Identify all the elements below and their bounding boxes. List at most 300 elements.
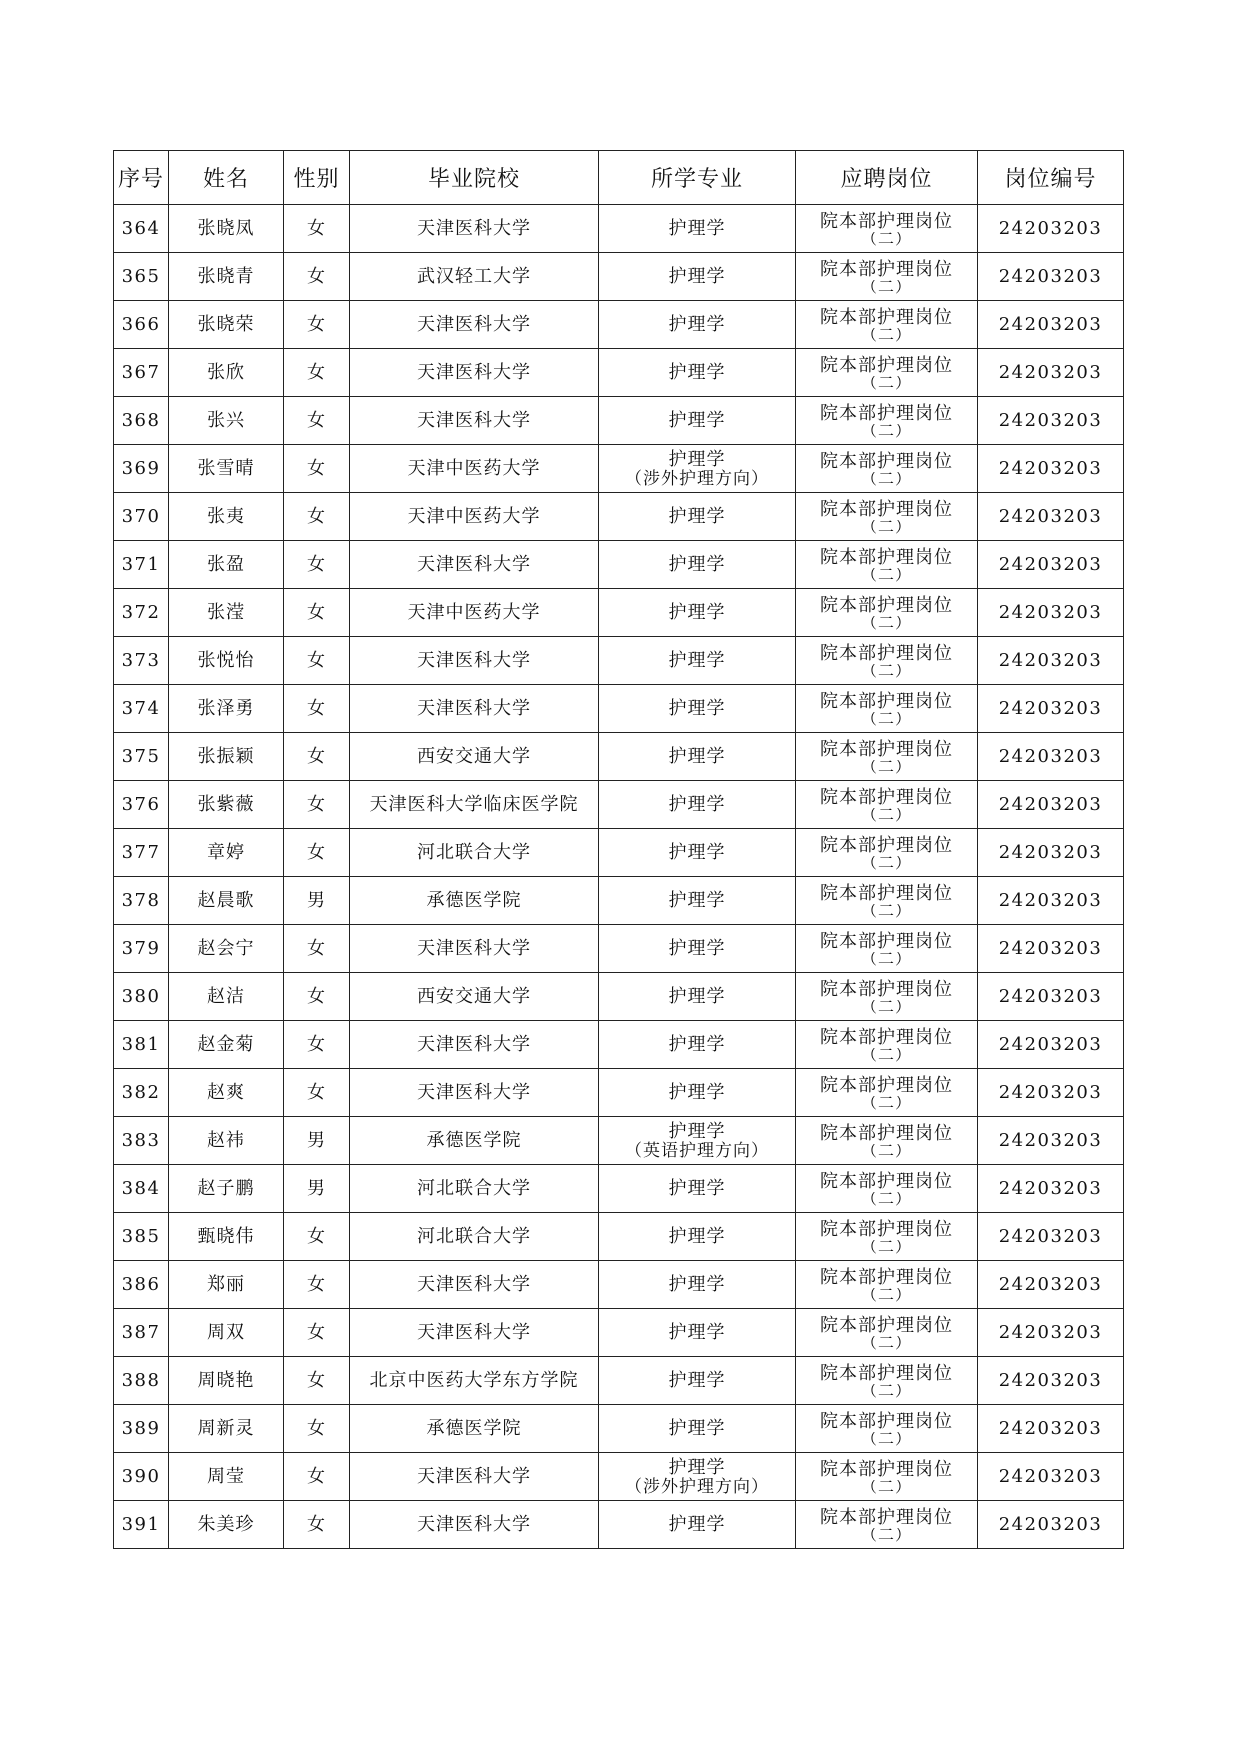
name-cell: 赵金菊 xyxy=(169,1021,284,1069)
name-cell: 赵会宁 xyxy=(169,925,284,973)
position-text: 院本部护理岗位 xyxy=(820,739,953,760)
major-text: 护理学 xyxy=(668,1034,726,1055)
serial-no-cell: 385 xyxy=(114,1213,169,1261)
gender-cell: 女 xyxy=(284,1501,350,1549)
name-cell: 张紫薇 xyxy=(169,781,284,829)
school-cell: 天津医科大学 xyxy=(350,1021,599,1069)
table-row xyxy=(114,781,1124,829)
name-cell: 张晓荣 xyxy=(169,301,284,349)
school-cell: 承德医学院 xyxy=(350,1405,599,1453)
major-cell xyxy=(599,685,796,733)
position-cell xyxy=(796,1021,978,1069)
major-cell xyxy=(599,1213,796,1261)
serial-no-cell: 366 xyxy=(114,301,169,349)
position-code-cell: 24203203 xyxy=(978,1405,1124,1453)
serial-no-cell: 376 xyxy=(114,781,169,829)
major-note-text: （英语护理方向） xyxy=(625,1140,769,1161)
serial-no-cell: 375 xyxy=(114,733,169,781)
position-code-cell: 24203203 xyxy=(978,349,1124,397)
table-row xyxy=(114,925,1124,973)
position-cell xyxy=(796,1309,978,1357)
school-cell: 天津医科大学 xyxy=(350,925,599,973)
name-cell: 张滢 xyxy=(169,589,284,637)
position-cell xyxy=(796,1453,978,1501)
serial-no-cell: 370 xyxy=(114,493,169,541)
serial-no-cell: 368 xyxy=(114,397,169,445)
position-cell xyxy=(796,1405,978,1453)
position-note-text: （二） xyxy=(860,1096,912,1110)
applicant-list-sheet xyxy=(113,150,1123,1549)
position-code-cell: 24203203 xyxy=(978,973,1124,1021)
table-row xyxy=(114,1261,1124,1309)
school-cell: 承德医学院 xyxy=(350,1117,599,1165)
serial-no-cell: 371 xyxy=(114,541,169,589)
position-note-text: （二） xyxy=(860,1144,912,1158)
major-text: 护理学 xyxy=(668,448,726,470)
header-major: 所学专业 xyxy=(599,151,796,205)
gender-cell: 女 xyxy=(284,1309,350,1357)
major-cell xyxy=(599,301,796,349)
header-position: 应聘岗位 xyxy=(796,151,978,205)
school-cell: 北京中医药大学东方学院 xyxy=(350,1357,599,1405)
position-cell xyxy=(796,1213,978,1261)
major-text: 护理学 xyxy=(668,1120,726,1142)
school-cell: 天津医科大学 xyxy=(350,1069,599,1117)
major-text: 护理学 xyxy=(668,602,726,623)
name-cell: 赵爽 xyxy=(169,1069,284,1117)
position-text: 院本部护理岗位 xyxy=(820,499,953,520)
major-text: 护理学 xyxy=(668,506,726,527)
position-note-text: （二） xyxy=(860,1048,912,1062)
position-cell xyxy=(796,349,978,397)
major-cell xyxy=(599,253,796,301)
name-cell: 章婷 xyxy=(169,829,284,877)
serial-no-cell: 369 xyxy=(114,445,169,493)
major-text: 护理学 xyxy=(668,266,726,287)
major-text: 护理学 xyxy=(668,890,726,911)
serial-no-cell: 364 xyxy=(114,205,169,253)
position-text: 院本部护理岗位 xyxy=(820,307,953,328)
table-row xyxy=(114,205,1124,253)
position-cell xyxy=(796,973,978,1021)
gender-cell: 女 xyxy=(284,1405,350,1453)
gender-cell: 女 xyxy=(284,733,350,781)
name-cell: 赵洁 xyxy=(169,973,284,1021)
gender-cell: 女 xyxy=(284,445,350,493)
position-note-text: （二） xyxy=(860,1384,912,1398)
position-text: 院本部护理岗位 xyxy=(820,1363,953,1384)
position-cell xyxy=(796,1165,978,1213)
gender-cell: 男 xyxy=(284,877,350,925)
major-note-text: （涉外护理方向） xyxy=(625,1476,769,1497)
major-text: 护理学 xyxy=(668,1514,726,1535)
position-code-cell: 24203203 xyxy=(978,541,1124,589)
table-row xyxy=(114,1213,1124,1261)
position-code-cell: 24203203 xyxy=(978,301,1124,349)
major-cell xyxy=(599,1405,796,1453)
position-cell xyxy=(796,1069,978,1117)
gender-cell: 女 xyxy=(284,1069,350,1117)
name-cell: 赵子鹏 xyxy=(169,1165,284,1213)
major-text: 护理学 xyxy=(668,1082,726,1103)
header-gender: 性别 xyxy=(284,151,350,205)
major-text: 护理学 xyxy=(668,698,726,719)
name-cell: 赵祎 xyxy=(169,1117,284,1165)
table-header xyxy=(114,151,1124,205)
position-code-cell: 24203203 xyxy=(978,781,1124,829)
position-note-text: （二） xyxy=(860,568,912,582)
major-cell xyxy=(599,1453,796,1501)
major-cell xyxy=(599,1501,796,1549)
position-cell xyxy=(796,1117,978,1165)
major-cell xyxy=(599,1165,796,1213)
gender-cell: 女 xyxy=(284,973,350,1021)
position-text: 院本部护理岗位 xyxy=(820,1315,953,1336)
school-cell: 河北联合大学 xyxy=(350,1213,599,1261)
serial-no-cell: 374 xyxy=(114,685,169,733)
position-code-cell: 24203203 xyxy=(978,1453,1124,1501)
major-cell xyxy=(599,829,796,877)
position-text: 院本部护理岗位 xyxy=(820,451,953,472)
position-text: 院本部护理岗位 xyxy=(820,835,953,856)
name-cell: 张兴 xyxy=(169,397,284,445)
position-note-text: （二） xyxy=(860,520,912,534)
school-cell: 天津医科大学 xyxy=(350,1309,599,1357)
position-text: 院本部护理岗位 xyxy=(820,211,953,232)
major-cell xyxy=(599,781,796,829)
table-row xyxy=(114,493,1124,541)
header-row xyxy=(114,151,1124,205)
name-cell: 赵晨歌 xyxy=(169,877,284,925)
position-cell xyxy=(796,877,978,925)
major-text: 护理学 xyxy=(668,842,726,863)
position-note-text: （二） xyxy=(860,856,912,870)
position-cell xyxy=(796,493,978,541)
position-cell xyxy=(796,541,978,589)
major-text: 护理学 xyxy=(668,986,726,1007)
position-text: 院本部护理岗位 xyxy=(820,403,953,424)
gender-cell: 女 xyxy=(284,637,350,685)
school-cell: 天津医科大学临床医学院 xyxy=(350,781,599,829)
gender-cell: 女 xyxy=(284,493,350,541)
table-row xyxy=(114,1309,1124,1357)
name-cell: 张欣 xyxy=(169,349,284,397)
name-cell: 张晓青 xyxy=(169,253,284,301)
position-note-text: （二） xyxy=(860,760,912,774)
major-text: 护理学 xyxy=(668,1178,726,1199)
table-row xyxy=(114,1453,1124,1501)
position-text: 院本部护理岗位 xyxy=(820,691,953,712)
position-note-text: （二） xyxy=(860,424,912,438)
position-text: 院本部护理岗位 xyxy=(820,1123,953,1144)
school-cell: 天津中医药大学 xyxy=(350,445,599,493)
position-code-cell: 24203203 xyxy=(978,1309,1124,1357)
position-text: 院本部护理岗位 xyxy=(820,1171,953,1192)
table-row xyxy=(114,637,1124,685)
serial-no-cell: 365 xyxy=(114,253,169,301)
name-cell: 张悦怡 xyxy=(169,637,284,685)
table-row xyxy=(114,877,1124,925)
major-text: 护理学 xyxy=(668,794,726,815)
school-cell: 天津医科大学 xyxy=(350,541,599,589)
header-school: 毕业院校 xyxy=(350,151,599,205)
applicant-table xyxy=(113,150,1124,1549)
major-cell xyxy=(599,925,796,973)
position-code-cell: 24203203 xyxy=(978,1165,1124,1213)
serial-no-cell: 381 xyxy=(114,1021,169,1069)
name-cell: 周莹 xyxy=(169,1453,284,1501)
major-cell xyxy=(599,1309,796,1357)
position-cell xyxy=(796,205,978,253)
position-text: 院本部护理岗位 xyxy=(820,259,953,280)
major-text: 护理学 xyxy=(668,410,726,431)
serial-no-cell: 388 xyxy=(114,1357,169,1405)
position-note-text: （二） xyxy=(860,280,912,294)
school-cell: 天津医科大学 xyxy=(350,205,599,253)
table-row xyxy=(114,1021,1124,1069)
header-position-code: 岗位编号 xyxy=(978,151,1124,205)
position-note-text: （二） xyxy=(860,664,912,678)
table-row xyxy=(114,397,1124,445)
serial-no-cell: 372 xyxy=(114,589,169,637)
table-row xyxy=(114,349,1124,397)
major-cell xyxy=(599,349,796,397)
position-code-cell: 24203203 xyxy=(978,493,1124,541)
position-note-text: （二） xyxy=(860,472,912,486)
position-cell xyxy=(796,637,978,685)
position-code-cell: 24203203 xyxy=(978,1021,1124,1069)
position-cell xyxy=(796,1357,978,1405)
table-row xyxy=(114,541,1124,589)
name-cell: 周双 xyxy=(169,1309,284,1357)
major-cell xyxy=(599,1261,796,1309)
position-cell xyxy=(796,781,978,829)
serial-no-cell: 389 xyxy=(114,1405,169,1453)
gender-cell: 女 xyxy=(284,589,350,637)
position-cell xyxy=(796,301,978,349)
position-text: 院本部护理岗位 xyxy=(820,1027,953,1048)
position-code-cell: 24203203 xyxy=(978,1357,1124,1405)
major-cell xyxy=(599,877,796,925)
major-text: 护理学 xyxy=(668,938,726,959)
major-text: 护理学 xyxy=(668,1456,726,1478)
name-cell: 甄晓伟 xyxy=(169,1213,284,1261)
position-cell xyxy=(796,445,978,493)
major-text: 护理学 xyxy=(668,1370,726,1391)
position-cell xyxy=(796,1261,978,1309)
gender-cell: 女 xyxy=(284,829,350,877)
major-cell xyxy=(599,1021,796,1069)
gender-cell: 女 xyxy=(284,205,350,253)
position-cell xyxy=(796,1501,978,1549)
position-code-cell: 24203203 xyxy=(978,445,1124,493)
major-cell xyxy=(599,637,796,685)
name-cell: 周新灵 xyxy=(169,1405,284,1453)
table-row xyxy=(114,829,1124,877)
major-cell xyxy=(599,1117,796,1165)
major-text: 护理学 xyxy=(668,218,726,239)
table-row xyxy=(114,733,1124,781)
gender-cell: 女 xyxy=(284,397,350,445)
position-note-text: （二） xyxy=(860,1480,912,1494)
name-cell: 郑丽 xyxy=(169,1261,284,1309)
major-cell xyxy=(599,493,796,541)
gender-cell: 女 xyxy=(284,1021,350,1069)
school-cell: 天津医科大学 xyxy=(350,1501,599,1549)
school-cell: 河北联合大学 xyxy=(350,1165,599,1213)
name-cell: 张雪晴 xyxy=(169,445,284,493)
position-code-cell: 24203203 xyxy=(978,685,1124,733)
name-cell: 张盈 xyxy=(169,541,284,589)
serial-no-cell: 373 xyxy=(114,637,169,685)
major-note-text: （涉外护理方向） xyxy=(625,468,769,489)
position-text: 院本部护理岗位 xyxy=(820,643,953,664)
school-cell: 天津医科大学 xyxy=(350,685,599,733)
major-cell xyxy=(599,733,796,781)
serial-no-cell: 367 xyxy=(114,349,169,397)
major-text: 护理学 xyxy=(668,746,726,767)
school-cell: 天津中医药大学 xyxy=(350,493,599,541)
school-cell: 天津医科大学 xyxy=(350,397,599,445)
table-row xyxy=(114,1405,1124,1453)
position-code-cell: 24203203 xyxy=(978,253,1124,301)
major-cell xyxy=(599,1357,796,1405)
serial-no-cell: 383 xyxy=(114,1117,169,1165)
gender-cell: 女 xyxy=(284,253,350,301)
gender-cell: 女 xyxy=(284,1213,350,1261)
position-note-text: （二） xyxy=(860,328,912,342)
position-cell xyxy=(796,829,978,877)
position-note-text: （二） xyxy=(860,1000,912,1014)
position-note-text: （二） xyxy=(860,1288,912,1302)
position-note-text: （二） xyxy=(860,1240,912,1254)
school-cell: 天津医科大学 xyxy=(350,1453,599,1501)
table-body xyxy=(114,205,1124,1549)
table-row xyxy=(114,589,1124,637)
position-note-text: （二） xyxy=(860,1528,912,1542)
position-code-cell: 24203203 xyxy=(978,925,1124,973)
gender-cell: 男 xyxy=(284,1117,350,1165)
position-code-cell: 24203203 xyxy=(978,1213,1124,1261)
school-cell: 天津中医药大学 xyxy=(350,589,599,637)
position-text: 院本部护理岗位 xyxy=(820,1411,953,1432)
position-code-cell: 24203203 xyxy=(978,1069,1124,1117)
name-cell: 张泽勇 xyxy=(169,685,284,733)
major-cell xyxy=(599,205,796,253)
name-cell: 张夷 xyxy=(169,493,284,541)
name-cell: 周晓艳 xyxy=(169,1357,284,1405)
position-note-text: （二） xyxy=(860,808,912,822)
table-row xyxy=(114,1165,1124,1213)
serial-no-cell: 377 xyxy=(114,829,169,877)
gender-cell: 女 xyxy=(284,541,350,589)
position-text: 院本部护理岗位 xyxy=(820,1219,953,1240)
major-text: 护理学 xyxy=(668,554,726,575)
position-text: 院本部护理岗位 xyxy=(820,1267,953,1288)
serial-no-cell: 384 xyxy=(114,1165,169,1213)
position-text: 院本部护理岗位 xyxy=(820,787,953,808)
table-row xyxy=(114,1501,1124,1549)
major-text: 护理学 xyxy=(668,1418,726,1439)
position-code-cell: 24203203 xyxy=(978,1261,1124,1309)
position-note-text: （二） xyxy=(860,712,912,726)
major-cell xyxy=(599,1069,796,1117)
position-note-text: （二） xyxy=(860,1336,912,1350)
position-cell xyxy=(796,397,978,445)
position-code-cell: 24203203 xyxy=(978,733,1124,781)
gender-cell: 女 xyxy=(284,685,350,733)
position-note-text: （二） xyxy=(860,376,912,390)
gender-cell: 女 xyxy=(284,1261,350,1309)
position-text: 院本部护理岗位 xyxy=(820,1459,953,1480)
name-cell: 张晓凤 xyxy=(169,205,284,253)
position-cell xyxy=(796,733,978,781)
position-note-text: （二） xyxy=(860,1432,912,1446)
school-cell: 天津医科大学 xyxy=(350,637,599,685)
major-text: 护理学 xyxy=(668,314,726,335)
table-row xyxy=(114,1069,1124,1117)
position-code-cell: 24203203 xyxy=(978,397,1124,445)
table-row xyxy=(114,973,1124,1021)
gender-cell: 女 xyxy=(284,781,350,829)
serial-no-cell: 386 xyxy=(114,1261,169,1309)
position-note-text: （二） xyxy=(860,232,912,246)
position-code-cell: 24203203 xyxy=(978,589,1124,637)
gender-cell: 女 xyxy=(284,1453,350,1501)
gender-cell: 男 xyxy=(284,1165,350,1213)
position-note-text: （二） xyxy=(860,952,912,966)
position-text: 院本部护理岗位 xyxy=(820,1075,953,1096)
gender-cell: 女 xyxy=(284,1357,350,1405)
gender-cell: 女 xyxy=(284,925,350,973)
school-cell: 西安交通大学 xyxy=(350,973,599,1021)
position-code-cell: 24203203 xyxy=(978,1501,1124,1549)
major-text: 护理学 xyxy=(668,362,726,383)
major-cell xyxy=(599,445,796,493)
position-note-text: （二） xyxy=(860,1192,912,1206)
position-code-cell: 24203203 xyxy=(978,637,1124,685)
table-row xyxy=(114,253,1124,301)
position-cell xyxy=(796,685,978,733)
major-cell xyxy=(599,397,796,445)
table-row xyxy=(114,685,1124,733)
position-code-cell: 24203203 xyxy=(978,1117,1124,1165)
school-cell: 河北联合大学 xyxy=(350,829,599,877)
position-code-cell: 24203203 xyxy=(978,205,1124,253)
major-text: 护理学 xyxy=(668,650,726,671)
major-text: 护理学 xyxy=(668,1322,726,1343)
major-text: 护理学 xyxy=(668,1274,726,1295)
position-cell xyxy=(796,589,978,637)
position-text: 院本部护理岗位 xyxy=(820,547,953,568)
serial-no-cell: 379 xyxy=(114,925,169,973)
position-text: 院本部护理岗位 xyxy=(820,1507,953,1528)
position-code-cell: 24203203 xyxy=(978,829,1124,877)
position-text: 院本部护理岗位 xyxy=(820,979,953,1000)
school-cell: 天津医科大学 xyxy=(350,1261,599,1309)
header-serial-no: 序号 xyxy=(114,151,169,205)
major-text: 护理学 xyxy=(668,1226,726,1247)
position-cell xyxy=(796,925,978,973)
header-name: 姓名 xyxy=(169,151,284,205)
position-text: 院本部护理岗位 xyxy=(820,355,953,376)
serial-no-cell: 380 xyxy=(114,973,169,1021)
position-text: 院本部护理岗位 xyxy=(820,595,953,616)
major-cell xyxy=(599,589,796,637)
school-cell: 承德医学院 xyxy=(350,877,599,925)
name-cell: 朱美珍 xyxy=(169,1501,284,1549)
table-row xyxy=(114,1357,1124,1405)
